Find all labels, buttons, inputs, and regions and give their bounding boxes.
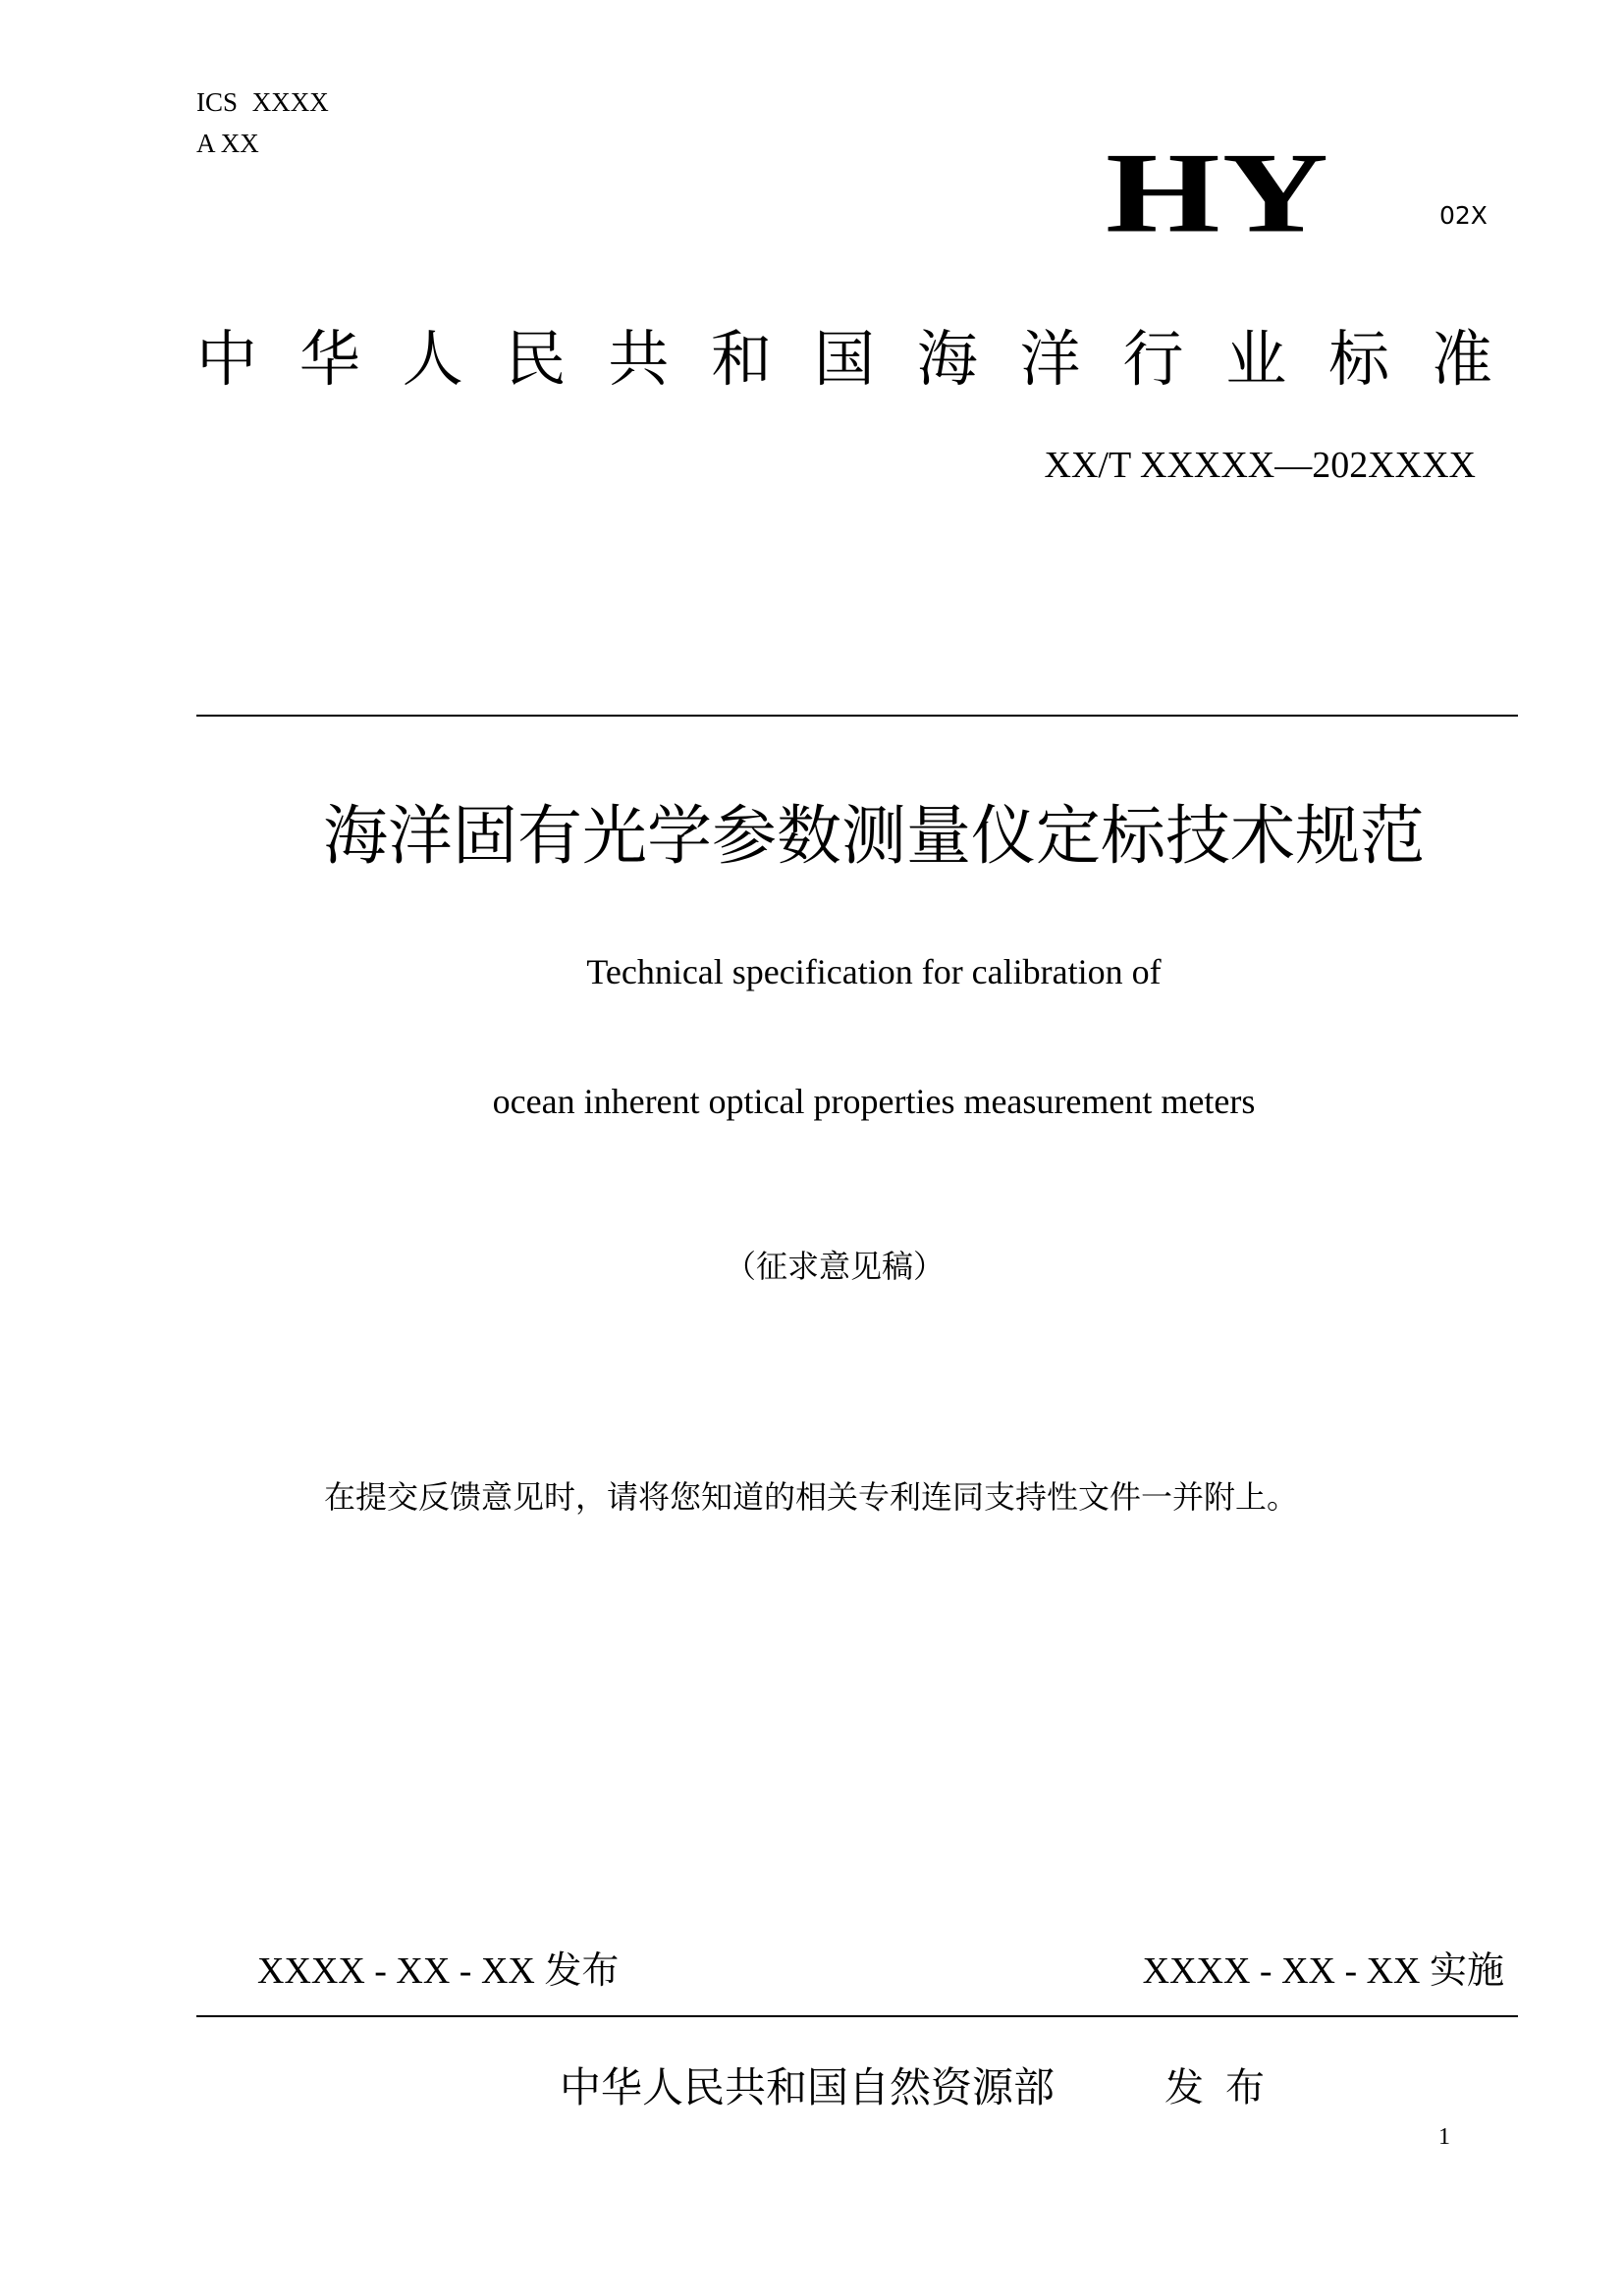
standard-title-char: 标 [1328,323,1390,395]
top-divider [196,715,1518,717]
document-title-en-line1: Technical specification for calibration of [586,952,1162,991]
standard-title-char: 行 [1122,323,1184,395]
standard-title-char: 国 [813,323,875,395]
standard-number: XX/T XXXXX—202XXXX [1044,445,1476,486]
standard-title-char: 民 [505,323,567,395]
standard-title-char: 洋 [1019,323,1081,395]
ics-code: ICS XXXX [196,87,329,117]
publish-label: 发布 [1164,2065,1286,2110]
draft-status: （征求意见稿） [724,1249,945,1284]
standard-category-title [196,320,1492,399]
hy-logo: HY [1106,129,1330,257]
bottom-divider [196,2015,1518,2017]
standard-title-char: 海 [916,323,978,395]
standard-title-char: 华 [298,323,360,395]
standard-title-char: 中 [196,323,258,395]
standard-title-char: 人 [402,323,463,395]
document-title-cn: 海洋固有光学参数测量仪定标技术规范 [323,798,1425,874]
issue-date: XXXX - XX - XX 发布 [257,1950,620,1992]
standard-title-char: 准 [1431,323,1492,395]
page-number: 1 [1438,2124,1450,2150]
classification-code: A XX [196,129,259,158]
document-title-en-line2: ocean inherent optical properties measurement meters [492,1082,1256,1121]
hy-logo-suffix: 02X [1439,201,1488,230]
implementation-date: XXXX - XX - XX 实施 [1142,1950,1504,1992]
publisher-name: 中华人民共和国自然资源部 [560,2063,1056,2111]
standard-title-char: 业 [1225,323,1287,395]
patent-notice: 在提交反馈意见时，请将您知道的相关专利连同支持性文件一并附上。 [324,1479,1299,1515]
standard-title-char: 和 [711,323,773,395]
standard-title-char: 共 [608,323,670,395]
